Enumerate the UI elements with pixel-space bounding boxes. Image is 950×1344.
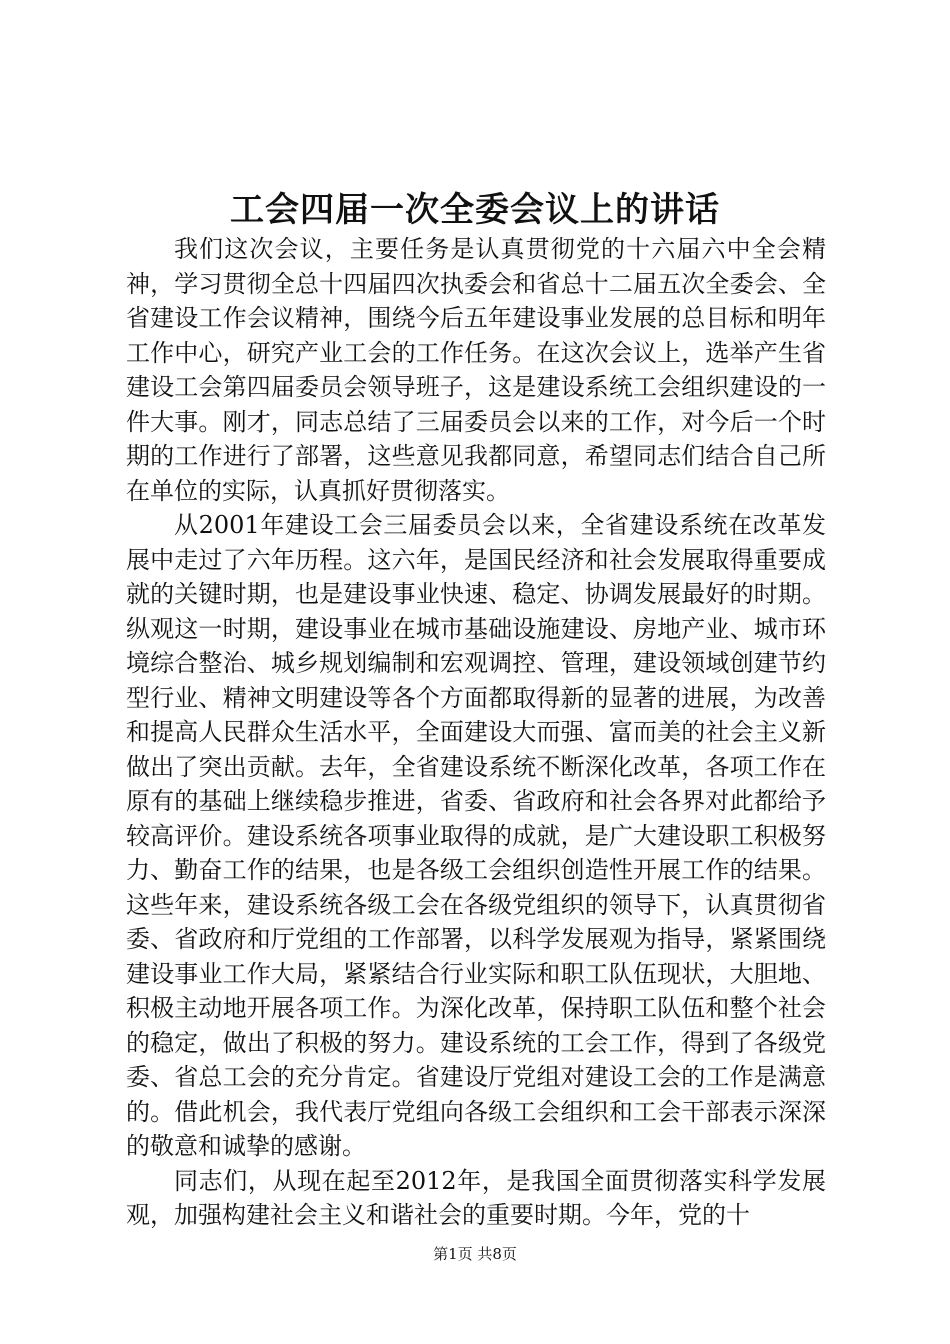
paragraph: 我们这次会议，主要任务是认真贯彻党的十六届六中全会精神，学习贯彻全总十四届四次执委会和省总十二届五次全委会、全省建设工作会议精神，围绕今后五年建设事业发展的总目标和明年工作中心，研究产业工会的工作任务。在这次会议上，选举产生省建设工会第四届委员会领导班子，这是建设系统工会组织建设的一件大事。刚才，同志总结了三届委员会以来的工作，对今后一个时期的工作进行了部署，这些意见我都同意，希望同志们结合自己所在单位的实际，认真抓好贯彻落实。 — [126, 235, 826, 505]
page-footer: 第1页 共8页 — [433, 1245, 517, 1263]
paragraph: 同志们，从现在起至2012年，是我国全面贯彻落实科学发展观，加强构建社会主义和谐社会的重要时期。今年，党的十 — [126, 1166, 826, 1229]
paragraph: 从2001年建设工会三届委员会以来，全省建设系统在改革发展中走过了六年历程。这六年，是国民经济和社会发展取得重要成就的关键时期，也是建设事业快速、稳定、协调发展最好的时期。纵观这一时期，建设事业在城市基础设施建设、房地产业、城市环境综合整治、城乡规划编制和宏观调控、管理，建设领域创建节约型行业、精神文明建设等各个方面都取得新的显著的进展，为改善和提高人民群众生活水平，全面建设大而强、富而美的社会主义新做出了突出贡献。去年，全省建设系统不断深化改革，各项工作在原有的基础上继续稳步推进，省委、省政府和社会各界对此都给予较高评价。建设系统各项事业取得的成就，是广大建设职工积极努力、勤奋工作的结果，也是各级工会组织创造性开展工作的结果。这些年来，建设系统各级工会在各级党组织的领导下，认真贯彻省委、省政府和厅党组的工作部署，以科学发展观为指导，紧紧围绕建设事业工作大局，紧紧结合行业实际和职工队伍现状，大胆地、积极主动地开展各项工作。为深化改革，保持职工队伍和整个社会的稳定，做出了积极的努力。建设系统的工会工作，得到了各级党委、省总工会的充分肯定。省建设厅党组对建设工会的工作是满意的。借此机会，我代表厅党组向各级工会组织和工会干部表示深深的敬意和诚挚的感谢。 — [126, 511, 826, 1160]
document-title: 工会四届一次全委会议上的讲话 — [230, 190, 720, 230]
document-body — [126, 232, 826, 1233]
